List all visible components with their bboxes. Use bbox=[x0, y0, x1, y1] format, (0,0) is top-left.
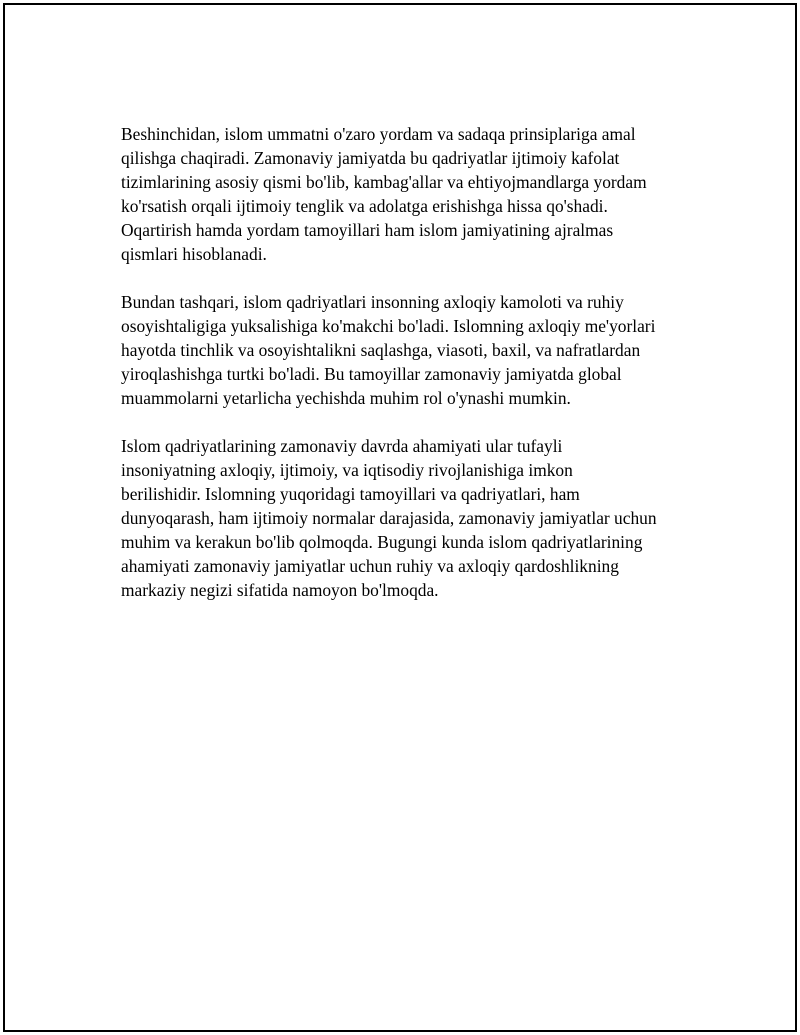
document-body bbox=[121, 122, 711, 626]
document-page bbox=[3, 3, 797, 1032]
paragraph-3: Islom qadriyatlarining zamonaviy davrda ahamiyati ular tufayli insoniyatning axloqiy, ijtimoiy, va iqtisodiy rivojlanishiga imkon berilishidir. Islomning yuqoridagi tamoyillari va qadriyatlari, ham dunyoqarash, ham ijtimoiy normalar darajasida, zamonaviy jamiyatlar uchun muhim va kerakun bo'lib qolmoqda. Bugungi kunda islom qadriyatlarining ahamiyati zamonaviy jamiyatlar uchun ruhiy va axloqiy qardoshlikning markaziy negizi sifatida namoyon bo'lmoqda. bbox=[121, 436, 657, 600]
paragraph-2: Bundan tashqari, islom qadriyatlari insonning axloqiy kamoloti va ruhiy osoyishtaligiga yuksalishiga ko'makchi bo'ladi. Islomning axloqiy me'yorlari hayotda tinchlik va osoyishtalikni saqlashga, viasoti, baxil, va nafratlardan yiroqlashishga turtki bo'ladi. Bu tamoyillar zamonaviy jamiyatda global muammolarni yetarlicha yechishda muhim rol o'ynashi mumkin. bbox=[121, 292, 656, 408]
paragraph-1: Beshinchidan, islom ummatni o'zaro yordam va sadaqa prinsiplariga amal qilishga chaqiradi. Zamonaviy jamiyatda bu qadriyatlar ijtimoiy kafolat tizimlarining asosiy qismi bo'lib, kambag'allar va ehtiyojmandlarga yordam ko'rsatish orqali ijtimoiy tenglik va adolatga erishishga hissa qo'shadi. Oqartirish hamda yordam tamoyillari ham islom jamiyatining ajralmas qismlari hisoblanadi. bbox=[121, 124, 647, 264]
